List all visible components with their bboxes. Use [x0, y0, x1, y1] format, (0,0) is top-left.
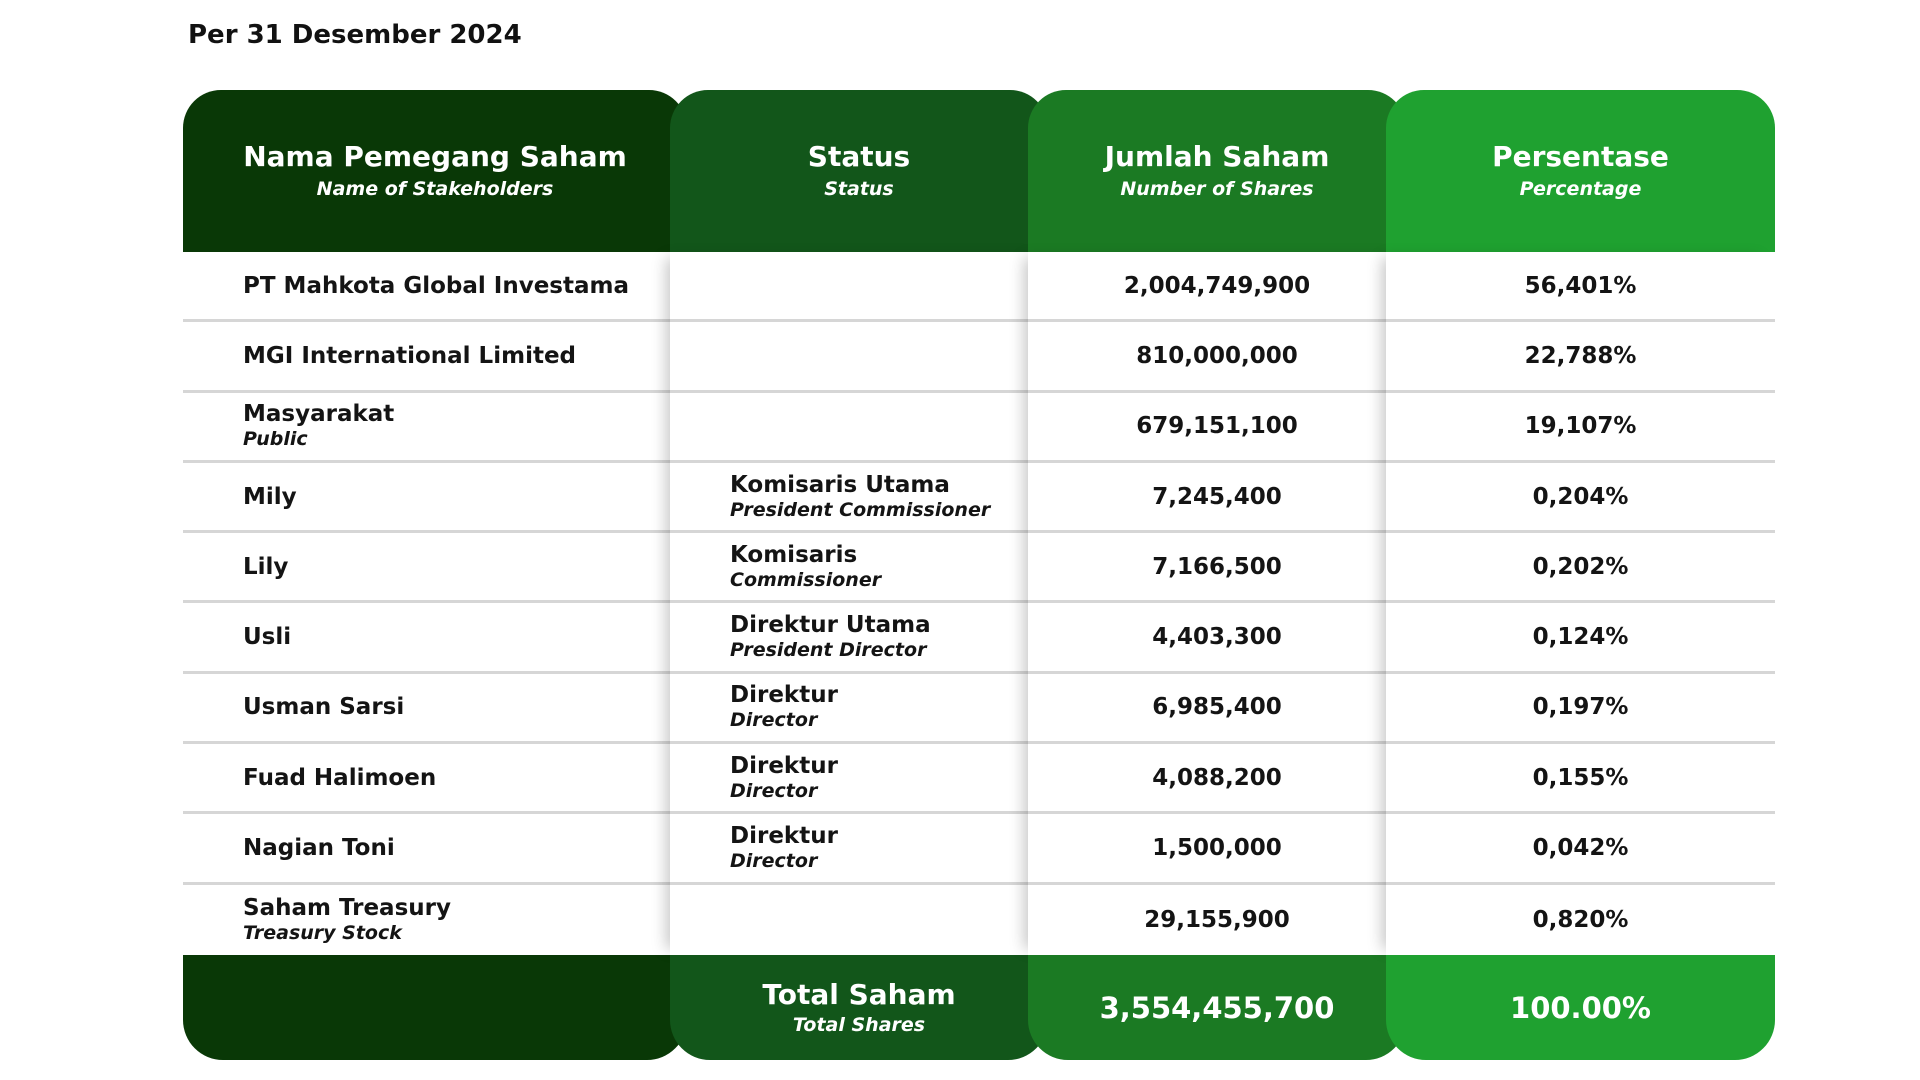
table-cell-name — [183, 252, 687, 322]
table-cell-percentage — [1386, 393, 1775, 463]
header-subtitle: Percentage — [1519, 178, 1642, 200]
percentage-value: 0,042% — [1532, 835, 1629, 862]
percentage-value: 0,204% — [1532, 483, 1629, 510]
shares-value: 2,004,749,900 — [1123, 272, 1311, 299]
table-cell-status — [670, 674, 1048, 744]
percentage-value: 22,788% — [1524, 342, 1637, 369]
header-title: Persentase — [1492, 140, 1669, 173]
column-percentage — [1386, 90, 1775, 1060]
shares-value: 810,000,000 — [1136, 342, 1298, 369]
percentage-value: 56,401% — [1524, 272, 1637, 299]
table-cell-percentage — [1386, 814, 1775, 884]
status-subtext: President Director — [730, 639, 927, 662]
name-text: Saham Treasury — [243, 894, 451, 921]
header-title: Nama Pemegang Saham — [243, 140, 627, 173]
footer-subtitle: Total Shares — [792, 1013, 926, 1036]
name-subtext: Public — [243, 428, 308, 451]
table-cell-percentage — [1386, 322, 1775, 392]
shares-value: 7,166,500 — [1152, 553, 1282, 580]
header-status — [670, 90, 1048, 252]
table-cell-name — [183, 674, 687, 744]
table-cell-shares — [1028, 322, 1406, 392]
column-body — [183, 252, 687, 955]
table-cell-name — [183, 393, 687, 463]
table-cell-percentage — [1386, 674, 1775, 744]
percentage-value: 19,107% — [1524, 413, 1637, 440]
name-text: Fuad Halimoen — [243, 764, 437, 791]
table-cell-status — [670, 252, 1048, 322]
name-text: Usli — [243, 624, 292, 651]
name-text: Usman Sarsi — [243, 694, 405, 721]
footer-total-percentage — [1386, 955, 1775, 1060]
table-cell-percentage — [1386, 744, 1775, 814]
table-cell-name — [183, 322, 687, 392]
footer-title: Total Saham — [762, 977, 956, 1011]
name-text: Mily — [243, 483, 297, 510]
footer-total-label — [670, 955, 1048, 1060]
status-text: Komisaris Utama — [730, 471, 950, 498]
table-cell-shares — [1028, 533, 1406, 603]
header-subtitle: Status — [824, 178, 894, 200]
shares-value: 29,155,900 — [1144, 906, 1290, 933]
name-text: PT Mahkota Global Investama — [243, 272, 629, 299]
header-title: Status — [807, 140, 911, 173]
status-text: Direktur — [730, 682, 838, 709]
status-text: Direktur Utama — [730, 612, 931, 639]
percentage-value: 0,202% — [1532, 553, 1629, 580]
table-cell-name — [183, 885, 687, 955]
shareholder-table — [183, 90, 1775, 1060]
shares-value: 7,245,400 — [1152, 483, 1282, 510]
table-cell-name — [183, 463, 687, 533]
name-text: Nagian Toni — [243, 835, 395, 862]
name-text: Lily — [243, 553, 289, 580]
table-cell-status — [670, 322, 1048, 392]
table-cell-shares — [1028, 674, 1406, 744]
header-subtitle: Number of Shares — [1120, 178, 1314, 200]
table-cell-name — [183, 533, 687, 603]
table-cell-percentage — [1386, 885, 1775, 955]
shares-value: 6,985,400 — [1152, 694, 1282, 721]
status-text: Komisaris — [730, 541, 858, 568]
table-cell-name — [183, 814, 687, 884]
table-cell-status — [670, 533, 1048, 603]
table-cell-shares — [1028, 885, 1406, 955]
table-cell-percentage — [1386, 603, 1775, 673]
shares-value: 1,500,000 — [1152, 835, 1282, 862]
total-percentage-value: 100.00% — [1510, 990, 1651, 1025]
header-percentage — [1386, 90, 1775, 252]
column-body — [1386, 252, 1775, 955]
shares-value: 4,403,300 — [1152, 624, 1282, 651]
footer-blank — [183, 955, 687, 1060]
total-shares-value: 3,554,455,700 — [1099, 990, 1335, 1025]
shares-value: 4,088,200 — [1152, 764, 1282, 791]
header-stakeholder-name — [183, 90, 687, 252]
table-cell-status — [670, 393, 1048, 463]
status-subtext: Director — [730, 850, 818, 873]
table-cell-status — [670, 463, 1048, 533]
table-cell-status — [670, 814, 1048, 884]
column-body — [670, 252, 1048, 955]
shares-value: 679,151,100 — [1136, 413, 1298, 440]
table-cell-status — [670, 885, 1048, 955]
name-text: Masyarakat — [243, 401, 395, 428]
name-text: MGI International Limited — [243, 342, 577, 369]
percentage-value: 0,155% — [1532, 764, 1629, 791]
table-cell-shares — [1028, 463, 1406, 533]
header-number-of-shares — [1028, 90, 1406, 252]
percentage-value: 0,820% — [1532, 906, 1629, 933]
table-cell-shares — [1028, 252, 1406, 322]
status-text: Direktur — [730, 752, 838, 779]
table-cell-percentage — [1386, 533, 1775, 603]
table-cell-shares — [1028, 393, 1406, 463]
percentage-value: 0,197% — [1532, 694, 1629, 721]
table-cell-status — [670, 744, 1048, 814]
table-cell-percentage — [1386, 463, 1775, 533]
table-cell-shares — [1028, 814, 1406, 884]
status-subtext: President Commissioner — [730, 498, 991, 521]
table-cell-status — [670, 603, 1048, 673]
table-cell-shares — [1028, 744, 1406, 814]
date-label: Per 31 Desember 2024 — [188, 20, 522, 50]
column-number-of-shares — [1028, 90, 1406, 1060]
column-stakeholder-name — [183, 90, 687, 1060]
table-cell-name — [183, 744, 687, 814]
table-cell-name — [183, 603, 687, 673]
column-status — [670, 90, 1048, 1060]
table-cell-percentage — [1386, 252, 1775, 322]
header-subtitle: Name of Stakeholders — [316, 178, 554, 200]
name-subtext: Treasury Stock — [243, 921, 402, 944]
percentage-value: 0,124% — [1532, 624, 1629, 651]
table-cell-shares — [1028, 603, 1406, 673]
status-subtext: Commissioner — [730, 568, 882, 591]
status-subtext: Director — [730, 709, 818, 732]
status-text: Direktur — [730, 823, 838, 850]
footer-total-shares — [1028, 955, 1406, 1060]
column-body — [1028, 252, 1406, 955]
header-title: Jumlah Saham — [1104, 140, 1330, 173]
status-subtext: Director — [730, 779, 818, 802]
